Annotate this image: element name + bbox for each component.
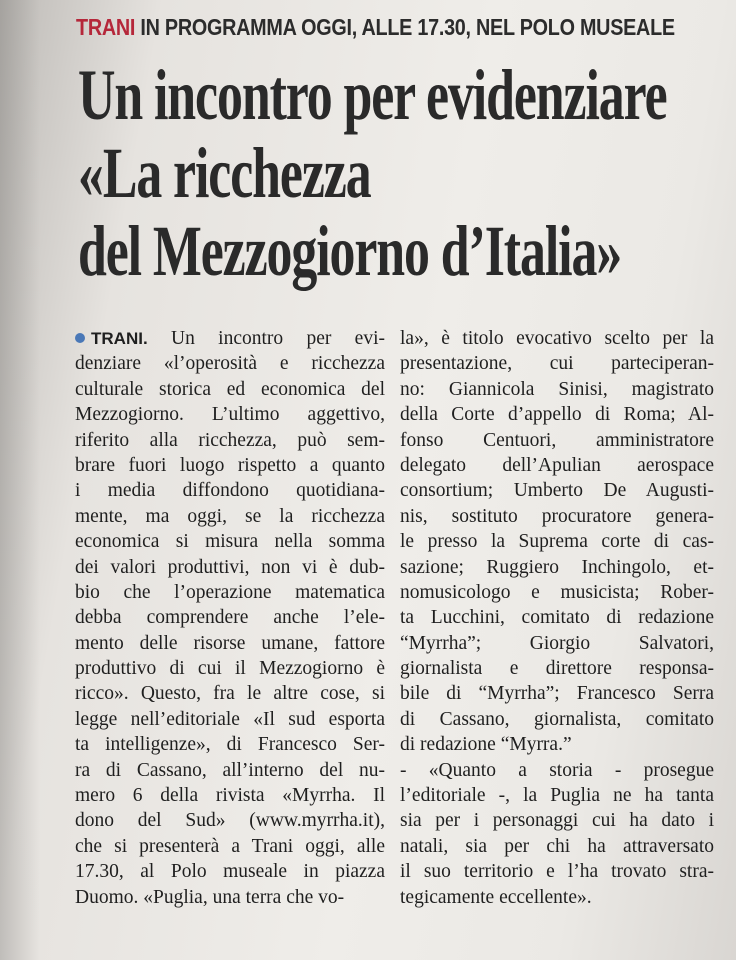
body-line: fonso Centuori, amministratore <box>400 429 714 451</box>
body-line: ta Lucchini, comitato di redazione <box>400 607 714 629</box>
body-line: debba comprendere anche l’ele- <box>75 607 385 629</box>
body-line: - «Quanto a storia - prosegue <box>400 759 714 781</box>
headline-line: del Mezzogiorno d’Italia» <box>78 211 622 291</box>
body-line: giornalista e direttore responsa- <box>400 658 714 680</box>
body-column-right <box>400 326 714 910</box>
body-line: ra di Cassano, all’interno del nu- <box>75 759 385 781</box>
kicker-location: TRANI <box>76 14 136 40</box>
first-line <box>75 326 385 351</box>
body-line: 17.30, al Polo museale in piazza <box>75 861 385 883</box>
body-line: economica si misura nella somma <box>75 531 385 553</box>
body-line: bio che l’operazione matematica <box>75 581 385 603</box>
body-line: consortium; Umberto De Augusti- <box>400 480 714 502</box>
headline <box>78 56 726 290</box>
body-line: sazione; Ruggiero Inchingolo, et- <box>400 556 714 578</box>
body-line: dei valori produttivi, non vi è dub- <box>75 556 385 578</box>
body-line: nomusicologo e musicista; Rober- <box>400 581 714 603</box>
body-line: mento delle risorse umane, fattore <box>75 632 385 654</box>
first-line-text: Un incontro per evi- <box>147 328 385 349</box>
body-line: tegicamente eccellente». <box>400 886 592 908</box>
kicker-text: IN PROGRAMMA OGGI, ALLE 17.30, NEL POLO MUSEALE <box>140 14 675 40</box>
body-line: delegato dell’Apulian aerospace <box>400 454 714 476</box>
body-line: l’editoriale -, la Puglia ne ha tanta <box>400 785 714 807</box>
body-line: culturale storica ed economica del <box>75 378 385 400</box>
body-line: la», è titolo evocativo scelto per la <box>400 328 714 349</box>
body-line: della Corte d’appello di Roma; Al- <box>400 404 714 426</box>
body-line: produttivo di cui il Mezzogiorno è <box>75 658 385 680</box>
body-line: mente, ma oggi, se la ricchezza <box>75 505 385 527</box>
lead-word: TRANI. <box>91 329 148 348</box>
body-line: Duomo. «Puglia, una terra che vo- <box>75 886 345 908</box>
body-line: le presso la Suprema corte di cas- <box>400 531 714 553</box>
body-line: no: Giannicola Sinisi, magistrato <box>400 378 714 400</box>
body-line: presentazione, cui parteciperan- <box>400 353 714 375</box>
body-line: che si presenterà a Trani oggi, alle <box>75 835 385 857</box>
headline-line: Un incontro per evidenziare <box>78 55 667 135</box>
body-line: di Cassano, giornalista, comitato <box>400 708 714 730</box>
body-line: “Myrrha”; Giorgio Salvatori, <box>400 632 714 654</box>
bullet-icon <box>75 333 85 343</box>
body-line: Mezzogiorno. L’ultimo aggettivo, <box>75 404 385 426</box>
body-line: denziare «l’operosità e ricchezza <box>75 353 385 375</box>
body-line: sia per i personaggi cui ha dato i <box>400 810 714 832</box>
headline-line: «La ricchezza <box>78 133 371 213</box>
body-line: ta intelligenze», di Francesco Ser- <box>75 734 385 756</box>
body-line: ricco». Questo, fra le altre cose, si <box>75 683 385 705</box>
body-line: nis, sostituto procuratore genera- <box>400 505 714 527</box>
body-line: riferito alla ricchezza, può sem- <box>75 429 385 451</box>
kicker <box>76 14 675 41</box>
body-line: legge nell’editoriale «Il sud esporta <box>75 708 385 730</box>
body-line: il suo territorio e l’ha trovato stra- <box>400 861 714 883</box>
body-line: dono del Sud» (www.myrrha.it), <box>75 810 385 832</box>
body-line: di redazione “Myrra.” <box>400 734 572 756</box>
body-column-left <box>75 326 385 910</box>
body-line: natali, sia per chi ha attraversato <box>400 835 714 857</box>
body-line: brare fuori luogo rispetto a quanto <box>75 454 385 476</box>
page-shadow <box>0 0 40 960</box>
body-line: i media diffondono quotidiana- <box>75 480 385 502</box>
body-line: mero 6 della rivista «Myrrha. Il <box>75 785 385 807</box>
body-line: bile di “Myrrha”; Francesco Serra <box>400 683 714 705</box>
